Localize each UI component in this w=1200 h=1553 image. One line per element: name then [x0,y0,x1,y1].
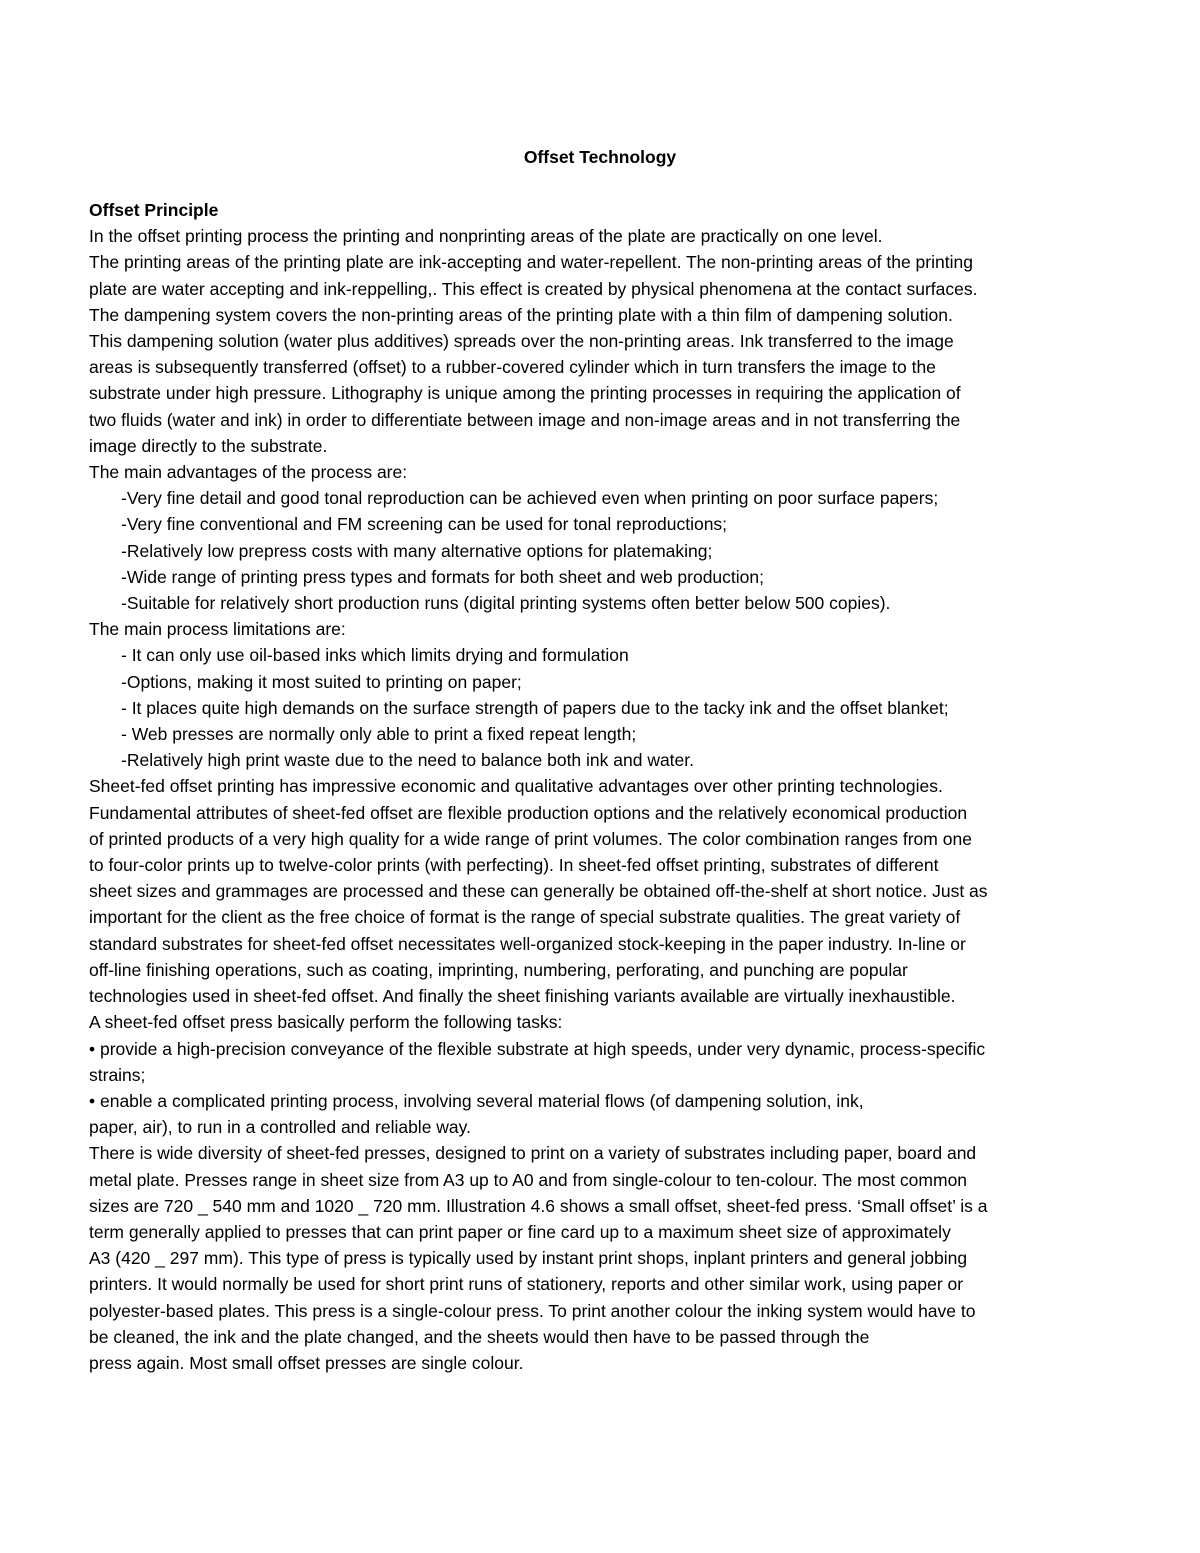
paragraph-line: The dampening system covers the non-printing areas of the printing plate with a thin film of dampening solution. [89,304,953,325]
limitations-intro: The main process limitations are: [89,619,346,640]
limitation-item: - It can only use oil-based inks which limits drying and formulation [121,645,629,666]
limitation-item: -Relatively high print waste due to the need to balance both ink and water. [121,750,695,771]
document-body [89,197,1119,1376]
bullet-item-continuation: paper, air), to run in a controlled and reliable way. [89,1117,471,1138]
document-title: Offset Technology [523,147,677,167]
paragraph-line: plate are water accepting and ink-reppelling,. This effect is created by physical phenomena at the contact surfaces. [89,278,978,299]
paragraph-line: two fluids (water and ink) in order to differentiate between image and non-image areas and in not transferring the [89,409,961,430]
paragraph-line: substrate under high pressure. Lithography is unique among the printing processes in requiring the application of [89,383,961,404]
paragraph-line: printers. It would normally be used for short print runs of stationery, reports and other similar work, using paper or [89,1274,964,1295]
paragraph-line: important for the client as the free choice of format is the range of special substrate qualities. The great variety of [89,907,961,928]
paragraph-line: A3 (420 _ 297 mm). This type of press is typically used by instant print shops, inplant printers and general jobbing [89,1248,968,1269]
paragraph-line: technologies used in sheet-fed offset. And finally the sheet finishing variants available are virtually inexhaustible. [89,986,956,1007]
paragraph-line: sizes are 720 _ 540 mm and 1020 _ 720 mm. Illustration 4.6 shows a small offset, sheet-fed press. ‘Small offset’ is a [89,1195,988,1216]
bullet-item: • provide a high-precision conveyance of the flexible substrate at high speeds, under very dynamic, process-specific [89,1038,986,1059]
advantage-item: -Suitable for relatively short production runs (digital printing systems often better below 500 copies). [121,593,891,614]
paragraph-line: metal plate. Presses range in sheet size from A3 up to A0 and from single-colour to ten-colour. The most common [89,1169,968,1190]
paragraph-line: sheet sizes and grammages are processed and these can generally be obtained off-the-shelf at short notice. Just as [89,881,988,902]
section-heading: Offset Principle [89,200,219,220]
paragraph-line: In the offset printing process the printing and nonprinting areas of the plate are practically on one level. [89,226,883,247]
paragraph-line: The printing areas of the printing plate are ink-accepting and water-repellent. The non-printing areas of the printing [89,252,973,273]
paragraph-line: image directly to the substrate. [89,435,328,456]
limitation-item: -Options, making it most suited to printing on paper; [121,671,522,692]
paragraph-line: off-line finishing operations, such as coating, imprinting, numbering, perforating, and punching are popular [89,959,908,980]
paragraph-line: standard substrates for sheet-fed offset necessitates well-organized stock-keeping in the paper industry. In-line or [89,933,966,954]
limitation-item: - Web presses are normally only able to print a fixed repeat length; [121,724,637,745]
tasks-intro: A sheet-fed offset press basically perform the following tasks: [89,1012,563,1033]
paragraph-line: There is wide diversity of sheet-fed presses, designed to print on a variety of substrates including paper, board and [89,1143,977,1164]
paragraph-line: polyester-based plates. This press is a single-colour press. To print another colour the inking system would have to [89,1300,976,1321]
advantage-item: -Very fine detail and good tonal reproduction can be achieved even when printing on poor surface papers; [121,488,939,509]
paragraph-line: be cleaned, the ink and the plate changed, and the sheets would then have to be passed through the [89,1326,870,1347]
paragraph-line: press again. Most small offset presses are single colour. [89,1352,524,1373]
advantage-item: -Wide range of printing press types and formats for both sheet and web production; [121,566,764,587]
advantages-intro: The main advantages of the process are: [89,462,408,483]
advantage-item: -Very fine conventional and FM screening can be used for tonal reproductions; [121,514,728,535]
limitation-item: - It places quite high demands on the surface strength of papers due to the tacky ink and the offset blanket; [121,697,949,718]
bullet-item: • enable a complicated printing process, involving several material flows (of dampening solution, ink, [89,1090,864,1111]
paragraph-line: term generally applied to presses that can print paper or fine card up to a maximum sheet size of approximately [89,1221,951,1242]
paragraph-line: to four-color prints up to twelve-color prints (with perfecting). In sheet-fed offset printing, substrates of different [89,855,939,876]
advantage-item: -Relatively low prepress costs with many alternative options for platemaking; [121,540,713,561]
paragraph-line: This dampening solution (water plus additives) spreads over the non-printing areas. Ink transferred to the image [89,331,954,352]
paragraph-line: areas is subsequently transferred (offset) to a rubber-covered cylinder which in turn transfers the image to the [89,357,936,378]
bullet-item-continuation: strains; [89,1064,146,1085]
paragraph-line: Fundamental attributes of sheet-fed offset are flexible production options and the relatively economical production [89,802,968,823]
paragraph-line: of printed products of a very high quality for a wide range of print volumes. The color combination ranges from one [89,828,972,849]
paragraph-line: Sheet-fed offset printing has impressive economic and qualitative advantages over other printing technologies. [89,776,943,797]
